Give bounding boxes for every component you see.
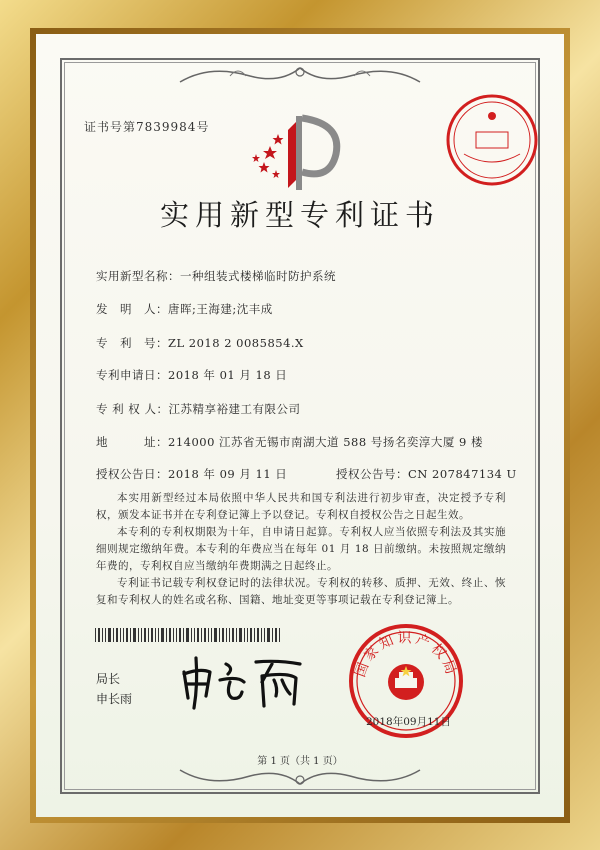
- field-value: 江苏精享裕建工有限公司: [168, 402, 301, 416]
- director-title: 局长: [96, 672, 121, 686]
- field-value: 214000 江苏省无锡市南湖大道 588 号扬名奕淳大厦 9 楼: [168, 435, 483, 449]
- paragraph-term-fees: 本专利的专利权期限为十年，自申请日起算。专利权人应当依照专利法及其实施细则规定缴纳年费。本专利的年费应当在每年 01 月 18 日前缴纳。未按照规定缴纳年费的，专利权自应当缴纳年费期满之日起终止。: [96, 526, 506, 572]
- field-label: 实用新型名称：: [96, 269, 180, 283]
- agency-seal-icon: [444, 92, 540, 188]
- field-utility-model-name: [96, 268, 336, 284]
- field-inventors: [96, 301, 273, 317]
- field-value: 2018 年 09 月 11 日: [168, 467, 288, 481]
- field-label: 发 明 人：: [96, 302, 168, 316]
- field-address: [96, 434, 483, 450]
- field-grant-date: [96, 466, 287, 482]
- field-value: ZL 2018 2 0085854.X: [168, 336, 304, 350]
- bottom-ornament: [170, 766, 430, 790]
- field-value: 2018 年 01 月 18 日: [168, 368, 288, 382]
- field-value: 唐晖;王海建;沈丰成: [168, 302, 273, 316]
- seal-date: 2018年09月11日: [366, 716, 451, 728]
- director-signature: [178, 654, 308, 710]
- svg-text:国家知识产权局: 国家知识产权局: [352, 630, 460, 680]
- field-label: 授权公告日：: [96, 467, 168, 481]
- field-application-date: [96, 367, 287, 383]
- field-patent-number: [96, 335, 304, 351]
- field-label: 授权公告号：: [336, 467, 408, 481]
- top-ornament: [170, 62, 430, 86]
- field-label: 专 利 权 人：: [96, 402, 169, 416]
- certificate-number: 证书号第7839984号: [84, 120, 210, 134]
- barcode: [95, 628, 280, 642]
- field-value: CN 207847134 U: [408, 467, 517, 481]
- certificate-title: 实用新型专利证书: [159, 198, 440, 232]
- page-number: 第 1 页（共 1 页）: [257, 756, 343, 767]
- field-value: 一种组装式楼梯临时防护系统: [180, 269, 336, 283]
- field-label: 专 利 号：: [96, 336, 168, 350]
- field-label: 专利申请日：: [96, 368, 168, 382]
- field-grant-number: [336, 466, 517, 482]
- paragraph-grant-statement: 本实用新型经过本局依照中华人民共和国专利法进行初步审查，决定授予专利权，颁发本证书并在专利登记簿上予以登记。专利权自授权公告之日起生效。: [96, 492, 506, 521]
- cnipa-logo-icon: [252, 110, 348, 196]
- paragraph-legal-status: 专利证书记载专利权登记时的法律状况。专利权的转移、质押、无效、终止、恢复和专利权人的姓名或名称、国籍、地址变更等事项记载在专利登记簿上。: [96, 577, 506, 606]
- field-patentee: [96, 401, 300, 417]
- director-name: 申长雨: [96, 692, 133, 706]
- field-label: 地 址：: [96, 435, 168, 449]
